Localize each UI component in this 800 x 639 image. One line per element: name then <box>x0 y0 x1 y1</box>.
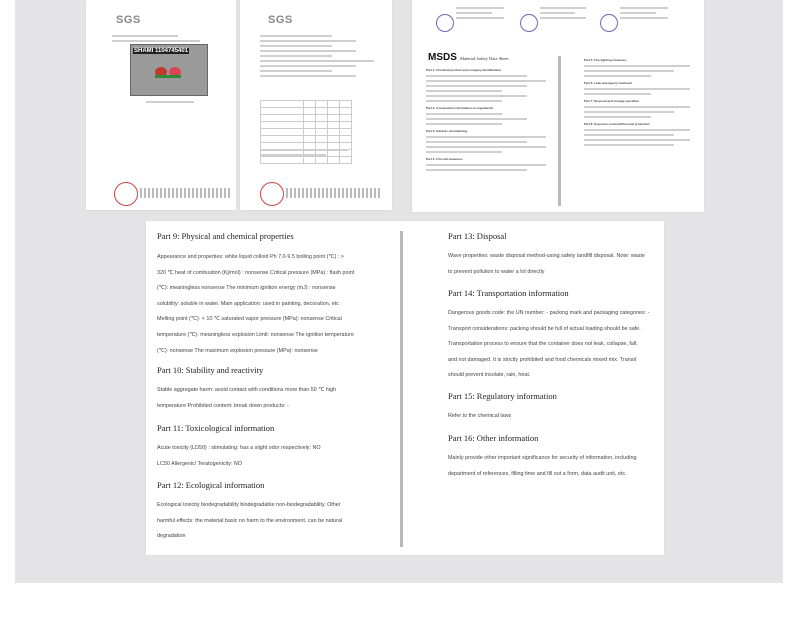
part-12-text: Ecological toxicity biodegradability biodegradable non-biodegradability. Other harmful effects: the material basic no harm to the environment, can be natural degradation <box>157 502 343 540</box>
heading-part-10: Part 10: Stability and reactivity <box>157 365 264 375</box>
heading-part-11: Part 11: Toxicological information <box>157 423 275 433</box>
section-heading: Part 6: Leak emergency treatment <box>584 81 633 85</box>
sgs-report-page-1 <box>86 0 236 210</box>
heading-part-16: Part 16: Other information <box>448 433 539 443</box>
section-heading: Part 7: Disposal and storage operation <box>584 99 640 103</box>
part-11-text: Acute toxicity (LD50) : stimulating: has a slight odor respectively: NO LC50 Allergenic/ Teratogenicity: NO <box>157 445 321 467</box>
heading-part-12: Part 12: Ecological information <box>157 480 265 490</box>
section-heading: Part 5: Fire-fighting measures <box>584 58 627 62</box>
msds-detail-page <box>146 221 664 555</box>
seal-icon <box>114 182 138 206</box>
part-10-text: Stable aggregate harm: avoid contact with conditions more than 50 ℃ high temperature Prohibited content: break down products: - <box>157 387 336 409</box>
section-heading: Part 1: Chemical product and company identification <box>426 68 502 72</box>
sample-photo <box>130 44 208 96</box>
sgs-logo: SGS <box>116 14 141 26</box>
section-heading: Part 3: Hazards summarizing <box>426 129 468 133</box>
heading-part-14: Part 14: Transportation information <box>448 288 569 298</box>
section-heading: Part 8: Exposure controls/Personal protection <box>584 122 650 126</box>
section-heading: Part 4: First aid measures <box>426 157 463 161</box>
part-14-text: Dangerous goods code: the UN number: - packing mark and packaging categories: - Transport considerations: packing should be full of actual loading should be safe. Transportation process to ensure that the container does not leak, collapse, fall, and not damaged. It is strictly prohibited and food chemicals mixed mix. Transit should prevent insolate, rain, heat. <box>448 310 650 379</box>
sample-label: SHAMI 1104745401 <box>134 48 189 54</box>
heading-part-13: Part 13: Disposal <box>448 231 507 241</box>
part-15-text: Refer to the chemical laws <box>448 413 512 419</box>
sgs-report-page-2 <box>240 0 392 210</box>
column-divider <box>400 231 403 547</box>
msds-title: Material Safety Data Sheet <box>460 56 509 61</box>
part-9-text: Appearance and properties: white liquid colloid Ph 7.0-9.5 boiling point (℃) : > 320 ℃ heat of combustion (Kj/mol) : nonsense Critical pressure (MPa) : flash point (℃): meaningless nonsense The minimum ignition energy (mJ) : nonsense solubility: soluble in water. Main application: used in painting, decoration, etc Melting point (℃): < 10 ℃ saturated vapor pressure (MPa): nonsense Critical temperature (℃): meaningless explosion Limit: nonsense The ignition temperature (℃): nonsense The maximum explosion pressure (MPa): nonsense <box>157 254 355 354</box>
heading-part-9: Part 9: Physical and chemical properties <box>157 231 294 241</box>
heading-part-15: Part 15: Regulatory information <box>448 391 557 401</box>
seal-icon <box>260 182 284 206</box>
section-heading: Part 2: Composition information on ingredients <box>426 106 494 110</box>
msds-summary-page <box>412 0 704 212</box>
msds-right-sections <box>584 58 696 149</box>
sgs-logo: SGS <box>268 14 293 26</box>
msds-left-sections <box>426 68 552 174</box>
part-13-text: Wave properties: waste disposal method-using safety landfill disposal. Note: waste to prevent pollution to water a lot directly <box>448 253 645 275</box>
msds-logo: MSDS <box>428 52 457 63</box>
part-16-text: Mainly provide other important significance for security of information, including department of references, filling time and fill out a form, data audit unit, etc. <box>448 455 637 477</box>
